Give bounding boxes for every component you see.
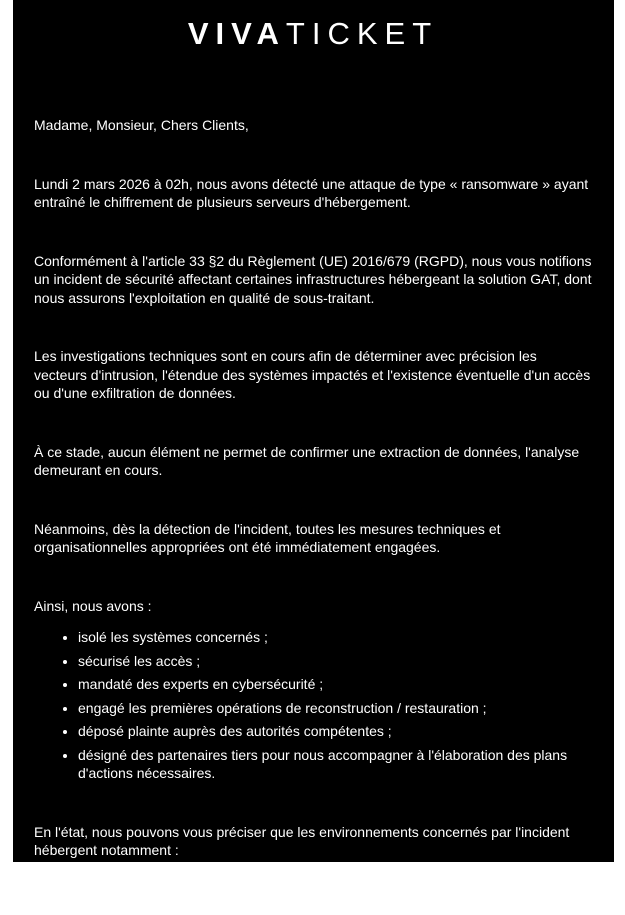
logo-light-part: TICKET (285, 16, 439, 51)
data-types-list (34, 873, 592, 915)
list-item: • désigné des partenaires tiers pour nous accompagner à l'élaboration des plans d'actions nécessaires. (78, 746, 592, 783)
measures-list (34, 628, 592, 783)
paragraph-analysis-status: À ce stade, aucun élément ne permet de confirmer une extraction de données, l'analyse demeurant en cours. (34, 443, 580, 478)
paragraph-measures-intro: Néanmoins, dès la détection de l'incident, toutes les mesures techniques et organisationnelles appropriées ont été immédiatement engagées. (34, 520, 501, 555)
list-item: • des données d'identification (nom, prénom, adresse email), (78, 873, 592, 892)
list-item: • déposé plainte auprès des autorités compétentes ; (78, 722, 592, 741)
vivaticket-logo (34, 16, 592, 52)
list-item: • des données relatives aux comptes utilisateurs de la solution GAT, (78, 896, 592, 915)
logo-bold-part: VIVA (187, 16, 286, 51)
email-body (13, 0, 614, 913)
list-item: • sécurisé les accès ; (78, 652, 592, 671)
measures-list-lead: Ainsi, nous avons : (34, 597, 152, 614)
list-item: • engagé les premières opérations de reconstruction / restauration ; (78, 699, 592, 718)
list-item: • mandaté des experts en cybersécurité ; (78, 675, 592, 694)
greeting: Madame, Monsieur, Chers Clients, (34, 117, 249, 133)
paragraph-rgpd: Conformément à l'article 33 §2 du Règlement (UE) 2016/679 (RGPD), nous vous notifions un incident de sécurité affectant certaines infrastructures hébergeant la solution GAT, dont nous assurons l'exploitation en qualité de sous-traitant. (34, 252, 592, 306)
list-item: • isolé les systèmes concernés ; (78, 628, 592, 647)
paragraph-attack: Lundi 2 mars 2026 à 02h, nous avons détecté une attaque de type « ransomware » ayant entraîné le chiffrement de plusieurs serveurs d'hébergement. (34, 175, 589, 210)
environments-lead: En l'état, nous pouvons vous préciser que les environnements concernés par l'incident hébergent notamment : (34, 823, 570, 858)
paragraph-investigations: Les investigations techniques sont en cours afin de déterminer avec précision les vecteurs d'intrusion, l'étendue des systèmes impactés et l'existence éventuelle d'un accès ou d'une exfiltration de données. (34, 348, 591, 401)
